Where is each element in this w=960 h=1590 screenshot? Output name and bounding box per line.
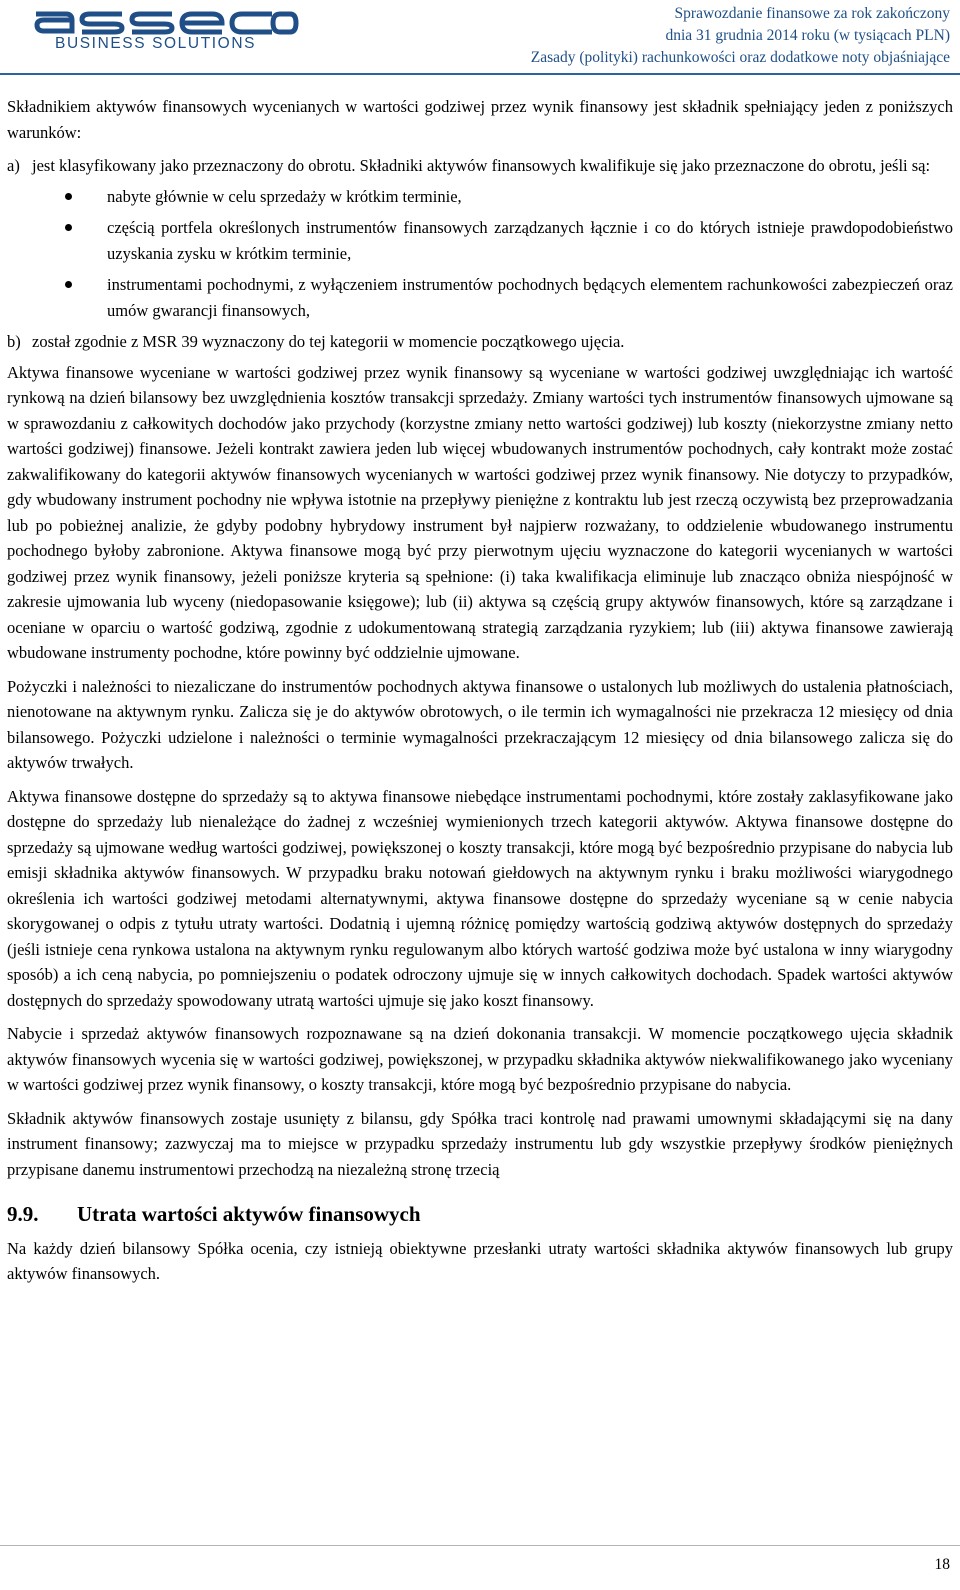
paragraph-afs: Aktywa finansowe dostępne do sprzedaży są to aktywa finansowe niebędące instrumentami pochodnymi, które zostały zaklasyfikowane jako dostępne do sprzedaży lub nienależące do żadnej z wcześniej wymienionych trzech kategorii aktywów. Aktywa finansowe dostępne do sprzedaży są ujmowane według wartości godziwej, powiększonej o koszty transakcji, które mogą być bezpośrednio przypisane do nabycia lub emisji składnika aktywów finansowych. W przypadku braku notowań giełdowych na aktywnym rynku i braku możliwości wiarygodnego określenia ich wartości godziwej metodami alternatywnymi, aktywa finansowe dostępne do sprzedaży wyceniane są w cenie nabycia skorygowanej o odpis z tytułu utraty wartości. Dodatnią i ujemną różnicę pomiędzy wartością godziwą aktywów dostępnych do sprzedaży (jeśli istnieje cena rynkowa ustalona na aktywnym rynku regulowanym albo których wartość godziwa może być ustalona w inny wiarygodny sposób) a ich ceną nabycia, po pomniejszeniu o podatek odroczony ujmuje się w innych całkowitych dochodach. Spadek wartości aktywów dostępnych do sprzedaży spowodowany utratą wartości ujmuje się jako koszt finansowy. (7, 786, 953, 1010)
bullet-text: instrumentami pochodnymi, z wyłączeniem instrumentów pochodnych będących elementem rachunkowości zabezpieczeń oraz umów gwarancji finansowych, (107, 275, 953, 320)
section-heading (7, 1202, 953, 1228)
logo-subtitle: BUSINESS SOLUTIONS (55, 35, 257, 52)
paragraph-fvtpl: Aktywa finansowe wyceniane w wartości godziwej przez wynik finansowy są wyceniane w wartości godziwej uwzględniając ich wartość rynkową na dzień bilansowy bez uwzględnienia kosztów transakcji sprzedaży. Zmiany wartości tych instrumentów finansowych ujmowane są w sprawozdaniu z całkowitych dochodów jako przychody (korzystne zmiany netto wartości godziwej) lub koszty (niekorzystne zmiany netto wartości godziwej) finansowe. Jeżeli kontrakt zawiera jeden lub więcej wbudowanych instrumentów pochodnych, cały kontrakt może zostać zakwalifikowany do kategorii aktywów finansowych wycenianych w wartości godziwej przez wynik finansowy. Nie dotyczy to przypadków, gdy wbudowany instrument pochodny nie wpływa istotnie na przepływy pieniężne z kontraktu lub jest rzeczą oczywistą bez przeprowadzania lub po pobieżnej analizie, że gdyby podobny hybrydowy instrument był najpierw rozważany, to oddzielenie wbudowanego instrumentu pochodnego byłoby zabronione. Aktywa finansowe mogą być przy pierwotnym ujęciu wyznaczone do kategorii wycenianych w wartości godziwej przez wynik finansowy, jeżeli poniższe kryteria są spełnione: (i) taka kwalifikacja eliminuje lub znacząco obniża niespójność w zakresie ujmowania lub wyceny (niedopasowanie księgowe); lub (ii) aktywa są częścią grupy aktywów finansowych, które są zarządzane i oceniane w oparciu o wartość godziwą, zgodnie z udokumentowaną strategią zarządzania ryzykiem; lub (iii) aktywa finansowe zawierają wbudowane instrumenty pochodne, które powinny być oddzielnie ujmowane. (7, 362, 953, 662)
header-line-2: dnia 31 grudnia 2014 roku (w tysiącach PLN) (665, 27, 950, 44)
list-text-b: został zgodnie z MSR 39 wyznaczony do tej kategorii w momencie początkowego ujęcia. (32, 332, 625, 351)
paragraph-recognition: Nabycie i sprzedaż aktywów finansowych rozpoznawane są na dzień dokonania transakcji. W momencie początkowego ujęcia składnik aktywów finansowych wycenia się w wartości godziwej, powiększonej, w przypadku składnika aktywów niekwalifikowanego jako wyceniany w wartości godziwej przez wynik finansowy, o koszty transakcji, które mogą być bezpośrednio przypisane do nabycia. (7, 1024, 953, 1094)
bullet-item (7, 272, 953, 323)
section-title: Utrata wartości aktywów finansowych (77, 1202, 421, 1226)
list-marker-b: b) (7, 332, 21, 351)
footer-divider (0, 1545, 960, 1546)
bullet-text: nabyte głównie w celu sprzedaży w krótkim terminie, (107, 186, 462, 206)
bullet-text: częścią portfela określonych instrumentów finansowych zarządzanych łącznie i co do których istnieje prawdopodobieństwo uzyskania zysku w krótkim terminie, (107, 218, 953, 263)
header-line-3: Zasady (polityki) rachunkowości oraz dodatkowe noty objaśniające (530, 49, 950, 66)
bullet-item (7, 215, 953, 266)
bullet-icon (65, 224, 72, 231)
intro-paragraph: Składnikiem aktywów finansowych wycenianych w wartości godziwej przez wynik finansowy jest składnik spełniający jeden z poniższych warunków: (7, 97, 953, 142)
list-text-a: jest klasyfikowany jako przeznaczony do obrotu. Składniki aktywów finansowych kwalifikuje się jako przeznaczone do obrotu, jeśli są: (32, 156, 931, 175)
list-marker-a: a) (7, 156, 20, 175)
header-line-1: Sprawozdanie finansowe za rok zakończony (674, 5, 950, 22)
list-item-b (7, 329, 953, 355)
page-header (0, 0, 960, 76)
page-number: 18 (934, 1556, 950, 1573)
bullet-icon (65, 193, 72, 200)
document-header-info (531, 3, 950, 69)
bullet-item (7, 184, 953, 210)
bullet-icon (65, 281, 72, 288)
header-divider (0, 73, 960, 75)
list-item-a (7, 153, 953, 179)
bullet-list (7, 184, 953, 324)
paragraph-derecognition: Składnik aktywów finansowych zostaje usunięty z bilansu, gdy Spółka traci kontrolę nad prawami umownymi składającymi się na dany instrument finansowy; zazwyczaj ma to miejsce w przypadku sprzedaży instrumentu lub gdy wszystkie przepływy środków pieniężnych przypisane danemu instrumentowi przechodzą na niezależną stronę trzecią (7, 1108, 953, 1179)
section-number: 9.9. (7, 1202, 39, 1226)
asseco-logo-icon (32, 4, 302, 36)
paragraph-impairment: Na każdy dzień bilansowy Spółka ocenia, czy istnieją obiektywne przesłanki utraty wartości składnika aktywów finansowych lub grupy aktywów finansowych. (7, 1238, 953, 1283)
document-body (7, 94, 953, 1295)
paragraph-loans: Pożyczki i należności to niezaliczane do instrumentów pochodnych aktywa finansowe o ustalonych lub możliwych do ustalenia płatnościach, nienotowane na aktywnym rynku. Zalicza się je do aktywów obrotowych, o ile termin ich wymagalności nie przekracza 12 miesięcy od dnia bilansowego. Pożyczki udzielone i należności o terminie wymagalności przekraczającym 12 miesięcy od dnia bilansowego zalicza się do aktywów trwałych. (7, 676, 953, 772)
